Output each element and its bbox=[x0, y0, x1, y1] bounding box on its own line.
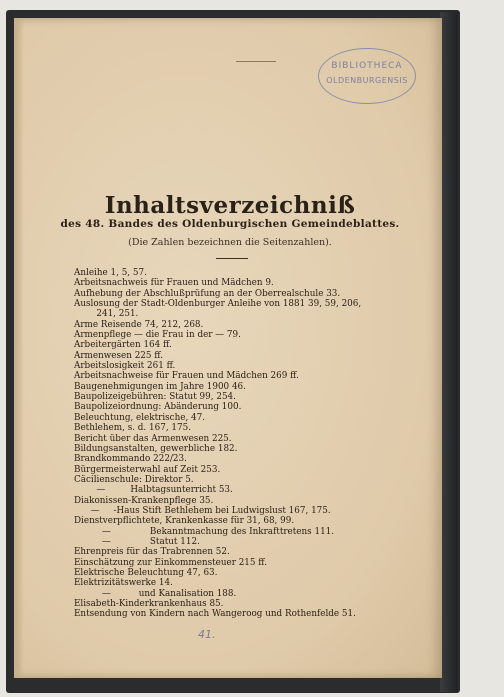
index-entry: Arbeitsnachweis für Frauen und Mädchen 9. bbox=[74, 278, 274, 289]
index-entry: Baupolizeiordnung: Abänderung 100. bbox=[74, 402, 242, 413]
document-subtitle: des 48. Bandes des Oldenburgischen Gemeindeblattes. bbox=[60, 218, 400, 230]
index-subentry: — Halbtagsunterricht 53. bbox=[74, 485, 233, 496]
index-entry: Beleuchtung, elektrische, 47. bbox=[74, 412, 206, 423]
index-entry: Arme Reisende 74, 212, 268. bbox=[74, 319, 204, 330]
document-title: Inhaltsverzeichniß bbox=[104, 192, 356, 219]
page-gutter-shadow bbox=[14, 18, 24, 678]
index-entry: Cäcilienschule: Direktor 5. bbox=[74, 474, 194, 485]
index-entry-continuation: 241, 251. bbox=[74, 309, 139, 320]
index-subentry: — Bekanntmachung des Inkrafttretens 111. bbox=[74, 526, 335, 537]
index-subentry: — Statut 112. bbox=[74, 536, 200, 547]
index-entry: Elektrische Beleuchtung 47, 63. bbox=[74, 567, 218, 578]
index-entry: Diakonissen-Krankenpflege 35. bbox=[74, 495, 214, 506]
index-entry: Dienstverpflichtete, Krankenkasse für 31, 68, 99. bbox=[74, 516, 295, 527]
index-entry: Armenpflege — die Frau in der — 79. bbox=[74, 330, 241, 341]
index-entry: Baugenehmigungen im Jahre 1900 46. bbox=[74, 381, 246, 392]
index-entry: Arbeitsnachweise für Frauen und Mädchen 269 ff. bbox=[74, 371, 299, 382]
section-rule bbox=[216, 258, 248, 259]
document-note: (Die Zahlen bezeichnen die Seitenzahlen). bbox=[128, 237, 332, 248]
index-entry: Aufhebung der Abschlußprüfung an der Oberrealschule 33. bbox=[74, 288, 341, 299]
library-stamp bbox=[318, 48, 416, 104]
index-entry: Arbeitergärten 164 ff. bbox=[74, 340, 172, 351]
index-entry: Anleihe 1, 5, 57. bbox=[74, 268, 147, 278]
index-entry: Elektrizitätswerke 14. bbox=[74, 578, 173, 589]
book-spine-edge bbox=[440, 12, 458, 692]
handwritten-folio-number: 41. bbox=[198, 628, 216, 641]
index-entry: Auslosung der Stadt-Oldenburger Anleihe von 1881 39, 59, 206, bbox=[74, 299, 362, 310]
index-entry: Armenwesen 225 ff. bbox=[74, 350, 164, 361]
index-entry: Bethlehem, s. d. 167, 175. bbox=[74, 423, 191, 434]
stamp-text-line2: OLDENBURGENSIS bbox=[326, 76, 408, 85]
index-entry: Bürgermeisterwahl auf Zeit 253. bbox=[74, 464, 221, 475]
index-entry: Arbeitslosigkeit 261 ff. bbox=[74, 361, 176, 372]
index-subentry: — und Kanalisation 188. bbox=[74, 588, 237, 599]
index-subentry: — -Haus Stift Bethlehem bei Ludwigslust 167, 175. bbox=[74, 505, 331, 516]
stamp-text-line1: BIBLIOTHECA bbox=[331, 61, 403, 71]
index-entry: Bildungsanstalten, gewerbliche 182. bbox=[74, 443, 238, 454]
index-entry: Elisabeth-Kinderkrankenhaus 85. bbox=[74, 599, 224, 609]
top-rule bbox=[236, 61, 276, 62]
index-entry: Bericht über das Armenwesen 225. bbox=[74, 433, 232, 444]
index-entry: Entsendung von Kindern nach Wangeroog und Rothenfelde 51. bbox=[74, 609, 356, 620]
index-entries bbox=[74, 268, 424, 620]
index-entry: Einschätzung zur Einkommensteuer 215 ff. bbox=[74, 557, 268, 568]
index-entry: Brandkommando 222/23. bbox=[74, 454, 187, 465]
index-entry: Ehrenpreis für das Trabrennen 52. bbox=[74, 547, 230, 558]
index-entry: Baupolizeigebühren: Statut 99, 254. bbox=[74, 392, 236, 403]
